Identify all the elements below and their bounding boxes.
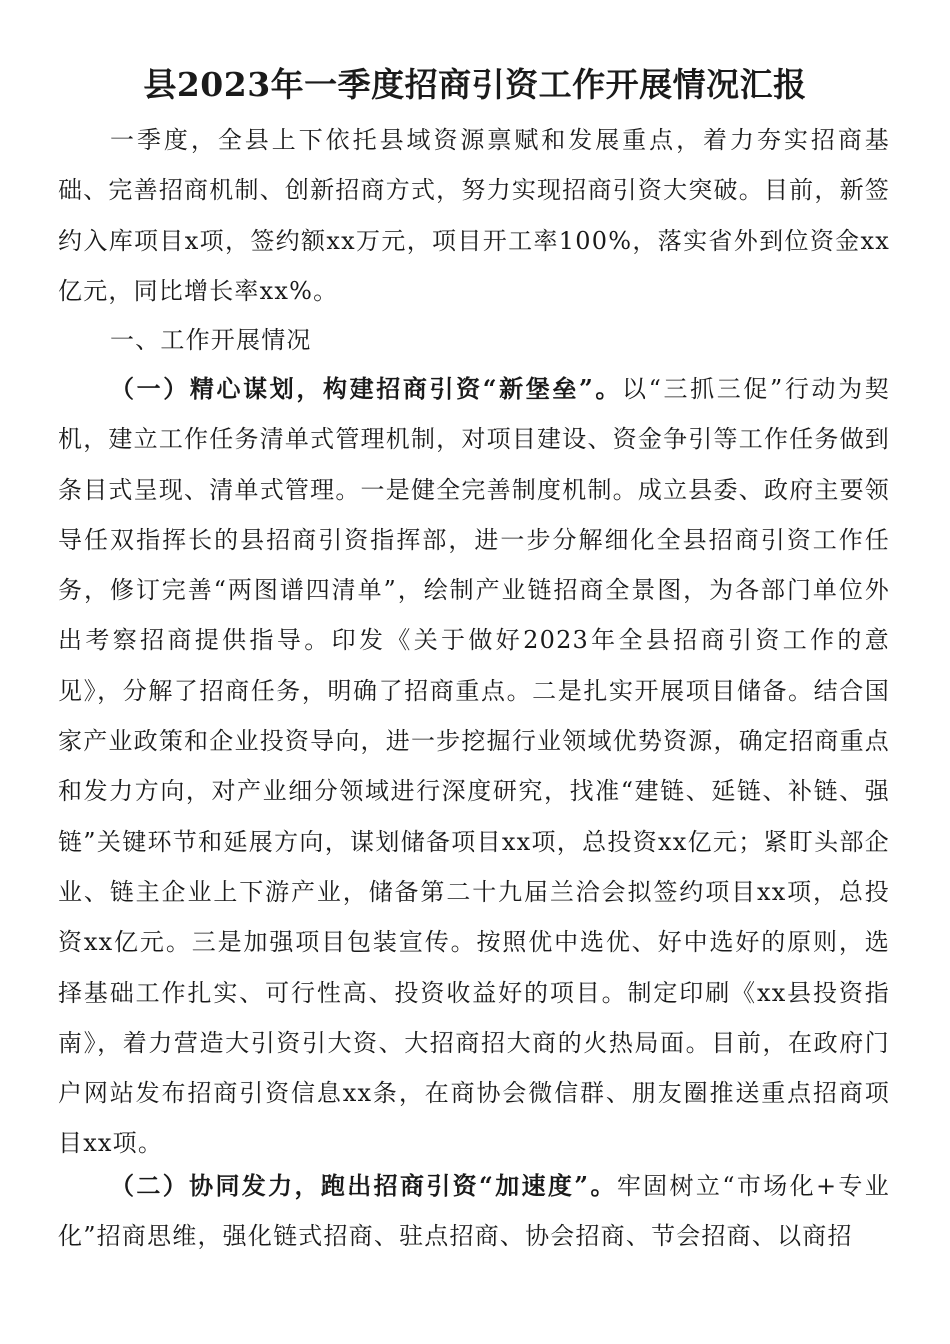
subsection-1-paragraph bbox=[58, 364, 890, 1169]
subsection-1-heading: （一）精心谋划，构建招商引资“新堡垒”。 bbox=[110, 374, 623, 403]
subsection-2-heading: （二）协同发力，跑出招商引资“加速度”。 bbox=[110, 1171, 617, 1200]
subsection-2-text: 牢固树立“市场化+专业化”招商思维，强化链式招商、驻点招商、协会招商、节会招商、以商招 bbox=[58, 1172, 890, 1251]
document-title: 县2023年一季度招商引资工作开展情况汇报 bbox=[143, 65, 807, 104]
section-heading-text: 一、工作开展情况 bbox=[110, 326, 312, 354]
subsection-1-text: 以“三抓三促”行动为契机，建立工作任务清单式管理机制，对项目建设、资金争引等工作任务做到条目式呈现、清单式管理。一是健全完善制度机制。成立县委、政府主要领导任双指挥长的县招商引资指挥部，进一步分解细化全县招商引资工作任务，修订完善“两图谱四清单”，绘制产业链招商全景图，为各部门单位外出考察招商提供指导。印发《关于做好2023年全县招商引资工作的意见》，分解了招商任务，明确了招商重点。二是扎实开展项目储备。结合国家产业政策和企业投资导向，进一步挖掘行业领域优势资源，确定招商重点和发力方向，对产业细分领域进行深度研究，找准“建链、延链、补链、强链”关键环节和延展方向，谋划储备项目xx项，总投资xx亿元；紧盯头部企业、链主企业上下游产业，储备第二十九届兰洽会拟签约项目xx项，总投资xx亿元。三是加强项目包装宣传。按照优中选优、好中选好的原则，选择基础工作扎实、可行性高、投资收益好的项目。制定印刷《xx县投资指南》，着力营造大引资引大资、大招商招大商的火热局面。目前，在政府门户网站发布招商引资信息xx条，在商协会微信群、朋友圈推送重点招商项目xx项。 bbox=[58, 375, 890, 1158]
subsection-2-paragraph bbox=[58, 1161, 890, 1262]
section-heading bbox=[58, 315, 890, 365]
intro-paragraph: 一季度，全县上下依托县域资源禀赋和发展重点，着力夯实招商基础、完善招商机制、创新招商方式，努力实现招商引资大突破。目前，新签约入库项目x项，签约额xx万元，项目开工率100%，落实省外到位资金xx亿元，同比增长率xx%。 bbox=[58, 126, 890, 305]
